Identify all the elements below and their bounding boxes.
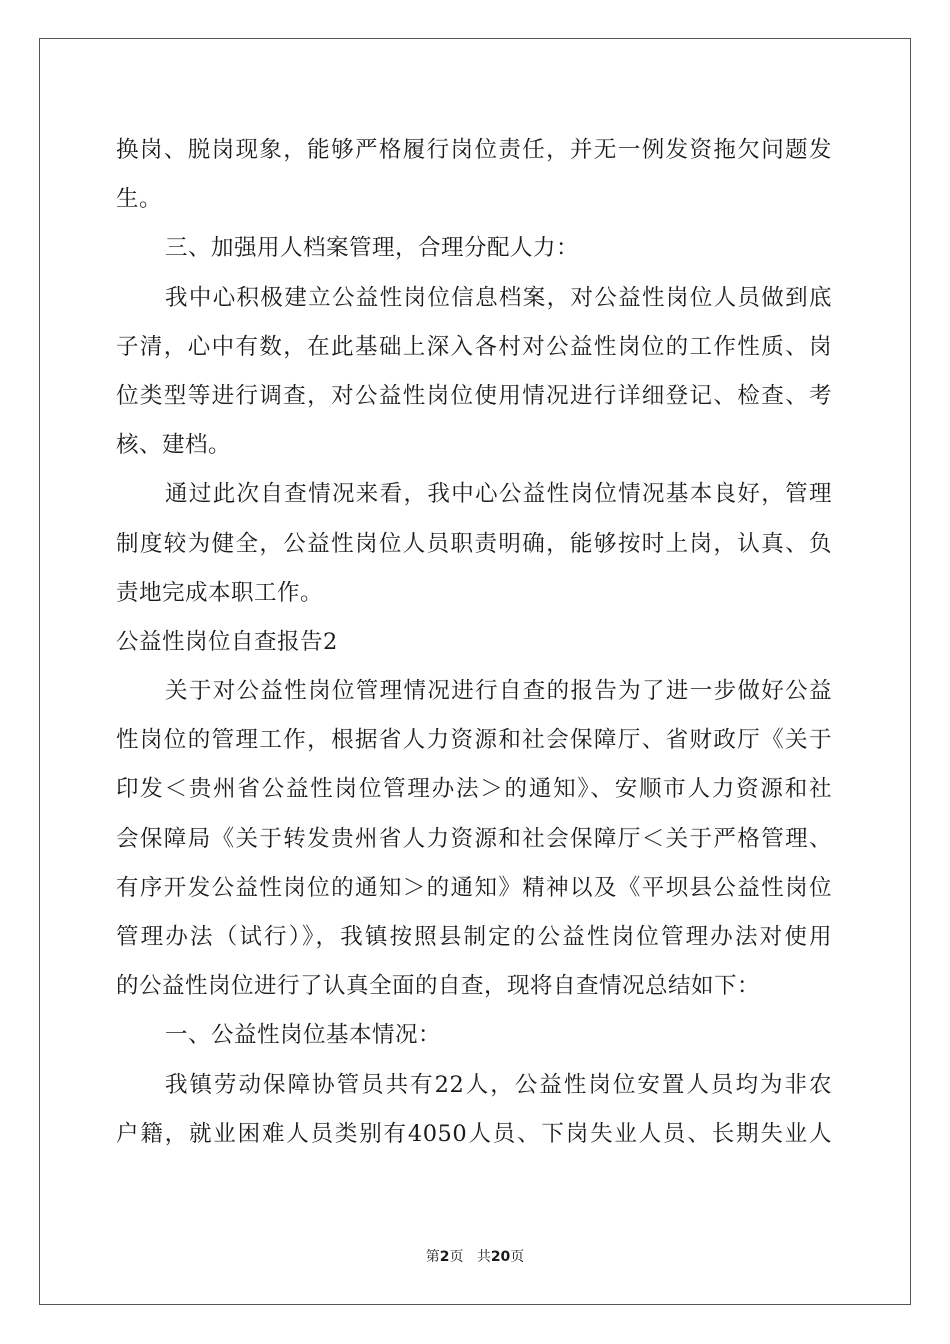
paragraph-line: 性岗位的管理工作，根据省人力资源和社会保障厅、省财政厅《关于: [116, 727, 832, 754]
paragraph-line: 的公益性岗位进行了认真全面的自查，现将自查情况总结如下：: [116, 973, 761, 1000]
paragraph-line: 会保障局《关于转发贵州省人力资源和社会保障厅＜关于严格管理、: [116, 825, 832, 852]
paragraph-line: 有序开发公益性岗位的通知＞的通知》精神以及《平坝县公益性岗位: [116, 874, 832, 901]
paragraph-line: 印发＜贵州省公益性岗位管理办法＞的通知》、安顺市人力资源和社: [116, 776, 832, 803]
paragraph-line: 我镇劳动保障协管员共有22人，公益性岗位安置人员均为非农: [165, 1071, 832, 1098]
document-subtitle: 公益性岗位自查报告2: [116, 628, 338, 655]
paragraph-line: 子清，心中有数，在此基础上深入各村对公益性岗位的工作性质、岗: [116, 333, 832, 360]
paragraph-line: 换岗、脱岗现象，能够严格履行岗位责任，并无一例发资拖欠问题发: [116, 137, 832, 163]
page-footer: [0, 1247, 950, 1267]
paragraph-line: 我中心积极建立公益性岗位信息档案，对公益性岗位人员做到底: [165, 284, 832, 311]
page-suffix: 页: [449, 1249, 464, 1265]
document-body: [116, 126, 832, 1159]
page-prefix: 第: [425, 1249, 440, 1265]
total-pages: 20: [490, 1249, 511, 1265]
paragraph-line: 制度较为健全，公益性岗位人员职责明确，能够按时上岗，认真、负: [116, 530, 832, 557]
page-number: 2: [439, 1249, 450, 1265]
paragraph-line: 关于对公益性岗位管理情况进行自查的报告为了进一步做好公益: [165, 678, 832, 705]
paragraph-line: 生。: [116, 186, 163, 213]
paragraph-line: 通过此次自查情况来看，我中心公益性岗位情况基本良好，管理: [165, 481, 832, 508]
paragraph-line: 户籍，就业困难人员类别有4050人员、下岗失业人员、长期失业人: [116, 1120, 832, 1147]
section-heading: 三、加强用人档案管理，合理分配人力：: [165, 235, 580, 262]
paragraph-line: 核、建档。: [116, 432, 232, 459]
section-heading: 一、公益性岗位基本情况：: [165, 1022, 442, 1049]
paragraph-line: 管理办法（试行）》，我镇按照县制定的公益性岗位管理办法对使用: [116, 924, 832, 950]
total-suffix: 页: [510, 1249, 525, 1265]
paragraph-line: 位类型等进行调查，对公益性岗位使用情况进行详细登记、检查、考: [116, 382, 832, 409]
paragraph-line: 责地完成本职工作。: [116, 579, 324, 606]
total-prefix: 共: [476, 1249, 491, 1265]
